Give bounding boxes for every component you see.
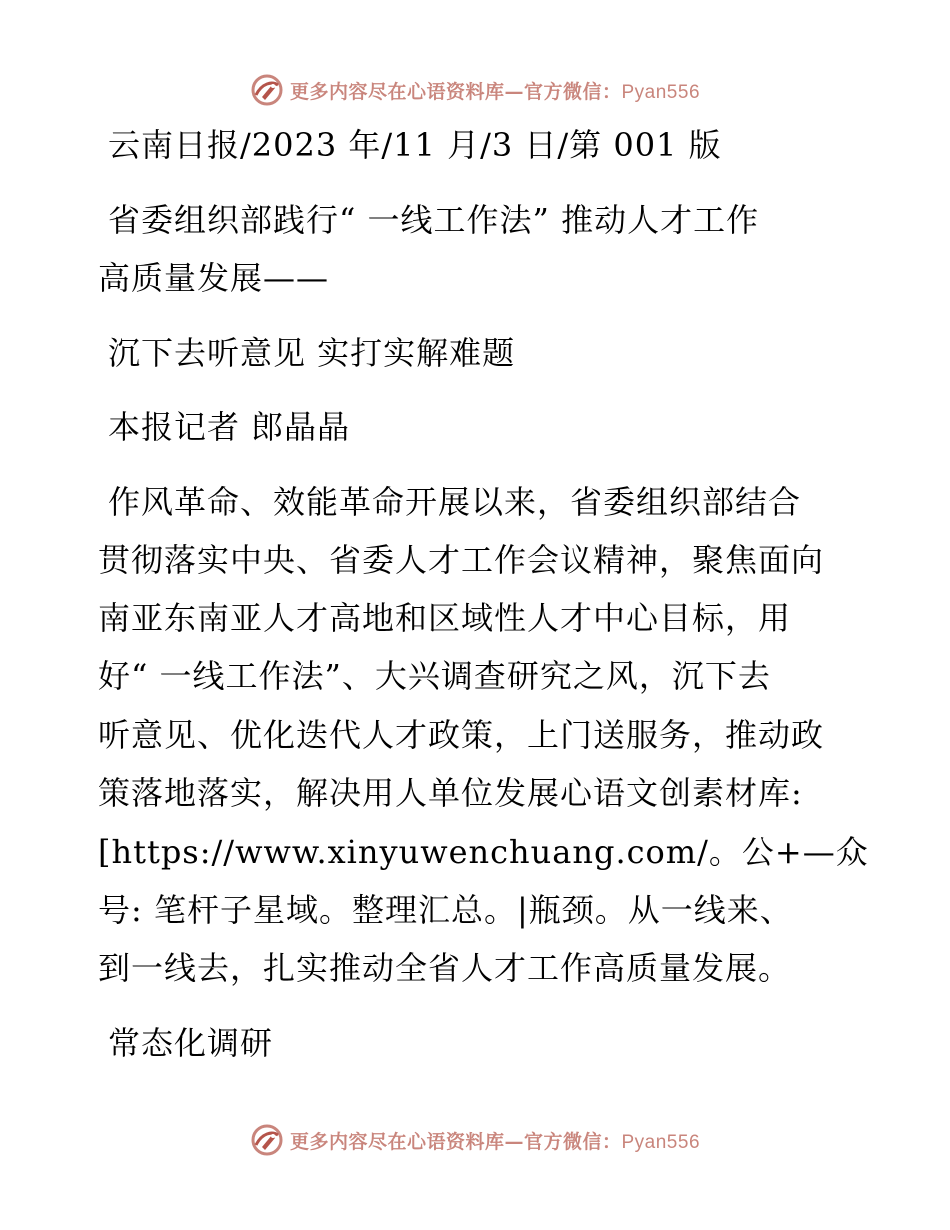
pen-nib-swirl-icon (250, 73, 284, 107)
paragraph-line: 好“ 一线工作法”、大兴调查研究之风，沉下去 (98, 657, 771, 695)
headline-line-2: 高质量发展—— (98, 259, 330, 297)
pen-nib-swirl-icon (250, 1123, 284, 1157)
watermark-text: 更多内容尽在心语资料库—官方微信：Pyan556 (289, 80, 701, 103)
watermark-header (0, 70, 950, 110)
watermark-text: 更多内容尽在心语资料库—官方微信：Pyan556 (289, 1130, 701, 1153)
paragraph-line: 作风革命、效能革命开展以来，省委组织部结合 (108, 483, 802, 521)
dateline: 云南日报/2023 年/11 月/3 日/第 001 版 (108, 126, 722, 164)
watermark-footer (0, 1120, 950, 1160)
paragraph-line: 南亚东南亚人才高地和区域性人才中心目标，用 (98, 599, 792, 637)
subtitle: 沉下去听意见 实打实解难题 (108, 334, 516, 372)
byline: 本报记者 郎晶晶 (108, 408, 351, 446)
paragraph-line: 策落地落实，解决用人单位发展心语文创素材库: (98, 774, 803, 812)
section-heading: 常态化调研 (108, 1024, 274, 1062)
paragraph-line: 贯彻落实中央、省委人才工作会议精神，聚焦面向 (98, 541, 825, 579)
paragraph-line: 到一线去，扎实推动全省人才工作高质量发展。 (98, 949, 792, 987)
paragraph-line: [https://www.xinyuwenchuang.com/。公+—众 (98, 833, 869, 871)
headline-line-1: 省委组织部践行“ 一线工作法” 推动人才工作 (108, 201, 760, 239)
paragraph-line: 号: 笔杆子星域。整理汇总。|瓶颈。从一线来、 (98, 891, 793, 929)
paragraph-line: 听意见、优化迭代人才政策，上门送服务，推动政 (98, 716, 825, 754)
